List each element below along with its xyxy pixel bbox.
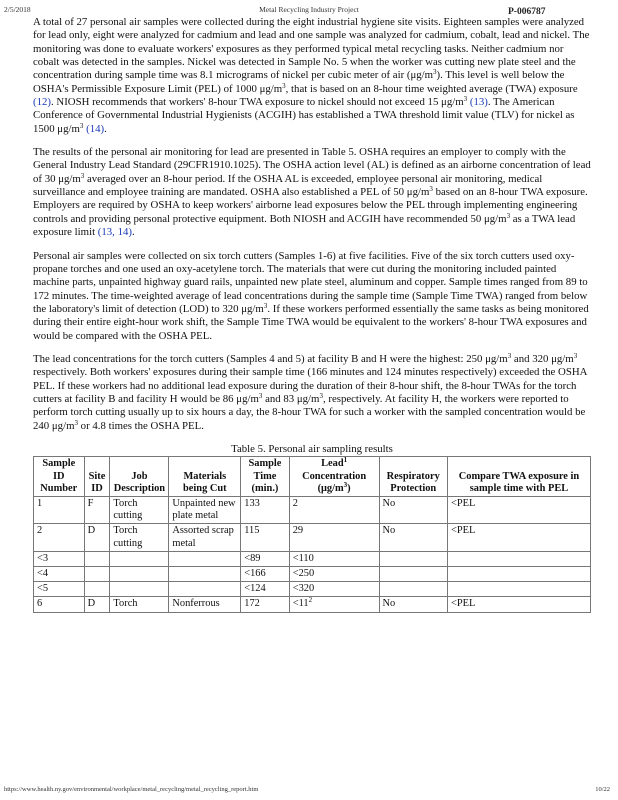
- citation-link[interactable]: (13): [469, 96, 488, 109]
- cell-materials: Assorted scrap metal: [169, 524, 241, 551]
- cell-sample-id: 1: [34, 496, 85, 523]
- cell-respiratory: No: [379, 597, 447, 612]
- paragraph-torch-cutters: Personal air samples were collected on six torch cutters (Samples 1-6) at five facilities. Five of the six torch cutters used oxy-propane torches and one used an oxy-acetylene torch. The materials that were cut during the monitoring included painted machine parts, unpainted highway guard rails, unpainted new plate steel, aluminum and copper. Sample times ranged from 89 to 172 minutes. The time-weighted average of lead concentrations during the sample time (Sample Time TWA) ranged from below the laboratory's limit of detection (LOD) to 320 $\mu g/m^3$. If these workers performed essentially the same tasks as being monitored during their entire eight-hour work shift, the Sample Time TWA would be equivalent to the workers' 8-hour TWA exposures and would be compared with the OSHA PEL.: [33, 249, 589, 342]
- cell-lead-concentration: <110: [289, 551, 379, 566]
- cell-sample-time: <89: [241, 551, 289, 566]
- air-sampling-table: [33, 456, 591, 612]
- cell-materials: [169, 551, 241, 566]
- page-header: [0, 3, 618, 17]
- cell-job: [110, 582, 169, 597]
- cell-job: [110, 566, 169, 581]
- cell-job: Torch: [110, 597, 169, 612]
- bates-number: P-006787: [508, 7, 546, 17]
- print-date: 2/5/2018: [4, 5, 31, 14]
- page-number: 10/22: [595, 786, 610, 793]
- cell-respiratory: [379, 566, 447, 581]
- cell-compare: <PEL: [447, 597, 590, 612]
- cell-site-id: [84, 551, 110, 566]
- cell-lead-concentration: $<11^2$: [289, 597, 379, 612]
- table-row: [34, 551, 591, 566]
- column-header-sample-id: Sample ID Number: [34, 457, 85, 497]
- cell-respiratory: No: [379, 496, 447, 523]
- cell-job: Torch cutting: [110, 524, 169, 551]
- cell-compare: [447, 566, 590, 581]
- table-header-row: [34, 457, 591, 497]
- paragraph-nickel-samples: A total of 27 personal air samples were collected during the eight industrial hygiene site visits. Eighteen samples were analyzed for lead only, eight were analyzed for cadmium and lead and one sample was analyzed for cadmium, cobalt, lead and nickel. The monitoring was done to evaluate workers' exposures as they performed typical metal recycling tasks. Neither cadmium nor cobalt was detected in the samples. Nickel was detected in Sample No. 5 when the worker was cutting new plate steel and the concentration during sample time was 8.1 micrograms of nickel per cubic meter of air $(\mu g/m^3)$. This level is well below the OSHA's Permissible Exposure Limit (PEL) of 1000 $\mu g/m^3$, that is based on an 8-hour time weighted average (TWA) exposure (12). NIOSH recommends that workers' 8-hour TWA exposure to nickel should not exceed 15 $\mu g/m^3$ (13). The American Conference of Governmental Industrial Hygienists (ACGIH) has established a TWA threshold limit value (TLV) for nickel as 1500 $\mu g/m^3$ (14).: [33, 16, 590, 135]
- table-row: [34, 597, 591, 612]
- column-header-lead-concentration: Lead$^1$ Concentration $(\mu g/m^3)$: [289, 457, 379, 497]
- table-row: [34, 582, 591, 597]
- cell-respiratory: [379, 582, 447, 597]
- cell-sample-id: <5: [34, 582, 85, 597]
- cell-materials: [169, 566, 241, 581]
- column-header-respiratory: Respiratory Protection: [379, 457, 447, 497]
- cell-lead-concentration: 2: [289, 496, 379, 523]
- column-header-compare: Compare TWA exposure in sample time with PEL: [447, 457, 590, 497]
- cell-sample-time: <124: [241, 582, 289, 597]
- cell-materials: [169, 582, 241, 597]
- cell-respiratory: [379, 551, 447, 566]
- citation-link[interactable]: (12): [33, 96, 51, 109]
- cell-respiratory: No: [379, 524, 447, 551]
- column-header-site-id: Site ID: [84, 457, 110, 497]
- cell-sample-id: 6: [34, 597, 85, 612]
- table-caption: Table 5. Personal air sampling results: [231, 442, 393, 455]
- cell-job: [110, 551, 169, 566]
- cell-lead-concentration: <250: [289, 566, 379, 581]
- cell-job: Torch cutting: [110, 496, 169, 523]
- report-body: [33, 16, 591, 613]
- document-title: Metal Recycling Industry Project: [259, 5, 359, 14]
- cell-materials: Nonferrous: [169, 597, 241, 612]
- cell-site-id: D: [84, 597, 110, 612]
- paragraph-lead-standard: The results of the personal air monitoring for lead are presented in Table 5. OSHA requires an employer to comply with the General Industry Lead Standard (29CFR1910.1025). The OSHA action level (AL) is defined as an airborne concentration of lead of 30 $\mu g/m^3$ averaged over an 8-hour period. If the OSHA AL is exceeded, employee personal air monitoring, medical surveillance and employee training are mandated. OSHA also established a PEL of 50 $\mu g/m^3$ based on an 8-hour TWA exposure. Employers are required by OSHA to keep workers' airborne lead exposures below the PEL through implementing engineering controls and providing personal protective equipment. Both NIOSH and ACGIH have recommended 50 $\mu g/m^3$ as a TWA lead exposure limit (13, 14).: [33, 146, 591, 239]
- table-row: [34, 496, 591, 523]
- cell-site-id: D: [84, 524, 110, 551]
- cell-sample-id: 2: [34, 524, 85, 551]
- table-row: [34, 524, 591, 551]
- page-footer: [0, 786, 618, 796]
- cell-compare: [447, 582, 590, 597]
- citation-link[interactable]: (14): [86, 122, 105, 135]
- cell-sample-time: <166: [241, 566, 289, 581]
- table-row: [34, 566, 591, 581]
- cell-compare: [447, 551, 590, 566]
- paragraph-lead-concentrations: The lead concentrations for the torch cutters (Samples 4 and 5) at facility B and H were the highest: 250 $\mu g/m^3$ and 320 $\mu g/m^3$ respectively. Both workers' exposures during their sample time (166 minutes and 124 minutes respectively) exceeded the OSHA PEL. If these workers had no additional lead exposure during the duration of their 8-hour shift, the 8-hour TWAs for the torch cutters at facility B and facility H would be 86 $\mu g/m^3$ and 83 $\mu g/m^3$, respectively. At facility H, the workers were reported to perform torch cutting usually up to six hours a day, the 8-hour TWA for such a worker with the sampled concentration would be 240 $\mu g/m^3$ or 4.8 times the OSHA PEL.: [33, 351, 587, 432]
- cell-site-id: [84, 582, 110, 597]
- cell-compare: <PEL: [447, 524, 590, 551]
- column-header-materials: Materials being Cut: [169, 457, 241, 497]
- cell-materials: Unpainted new plate metal: [169, 496, 241, 523]
- cell-sample-time: 115: [241, 524, 289, 551]
- cell-site-id: F: [84, 496, 110, 523]
- cell-sample-id: <4: [34, 566, 85, 581]
- cell-site-id: [84, 566, 110, 581]
- cell-compare: <PEL: [447, 496, 590, 523]
- column-header-job: Job Description: [110, 457, 169, 497]
- citation-link[interactable]: (13, 14): [97, 226, 132, 239]
- cell-sample-id: <3: [34, 551, 85, 566]
- cell-sample-time: 133: [241, 496, 289, 523]
- cell-sample-time: 172: [241, 597, 289, 612]
- cell-lead-concentration: <320: [289, 582, 379, 597]
- cell-lead-concentration: 29: [289, 524, 379, 551]
- source-url: https://www.health.ny.gov/environmental/workplace/metal_recycling/metal_recycling_report.htm: [4, 786, 259, 793]
- column-header-sample-time: Sample Time (min.): [241, 457, 289, 497]
